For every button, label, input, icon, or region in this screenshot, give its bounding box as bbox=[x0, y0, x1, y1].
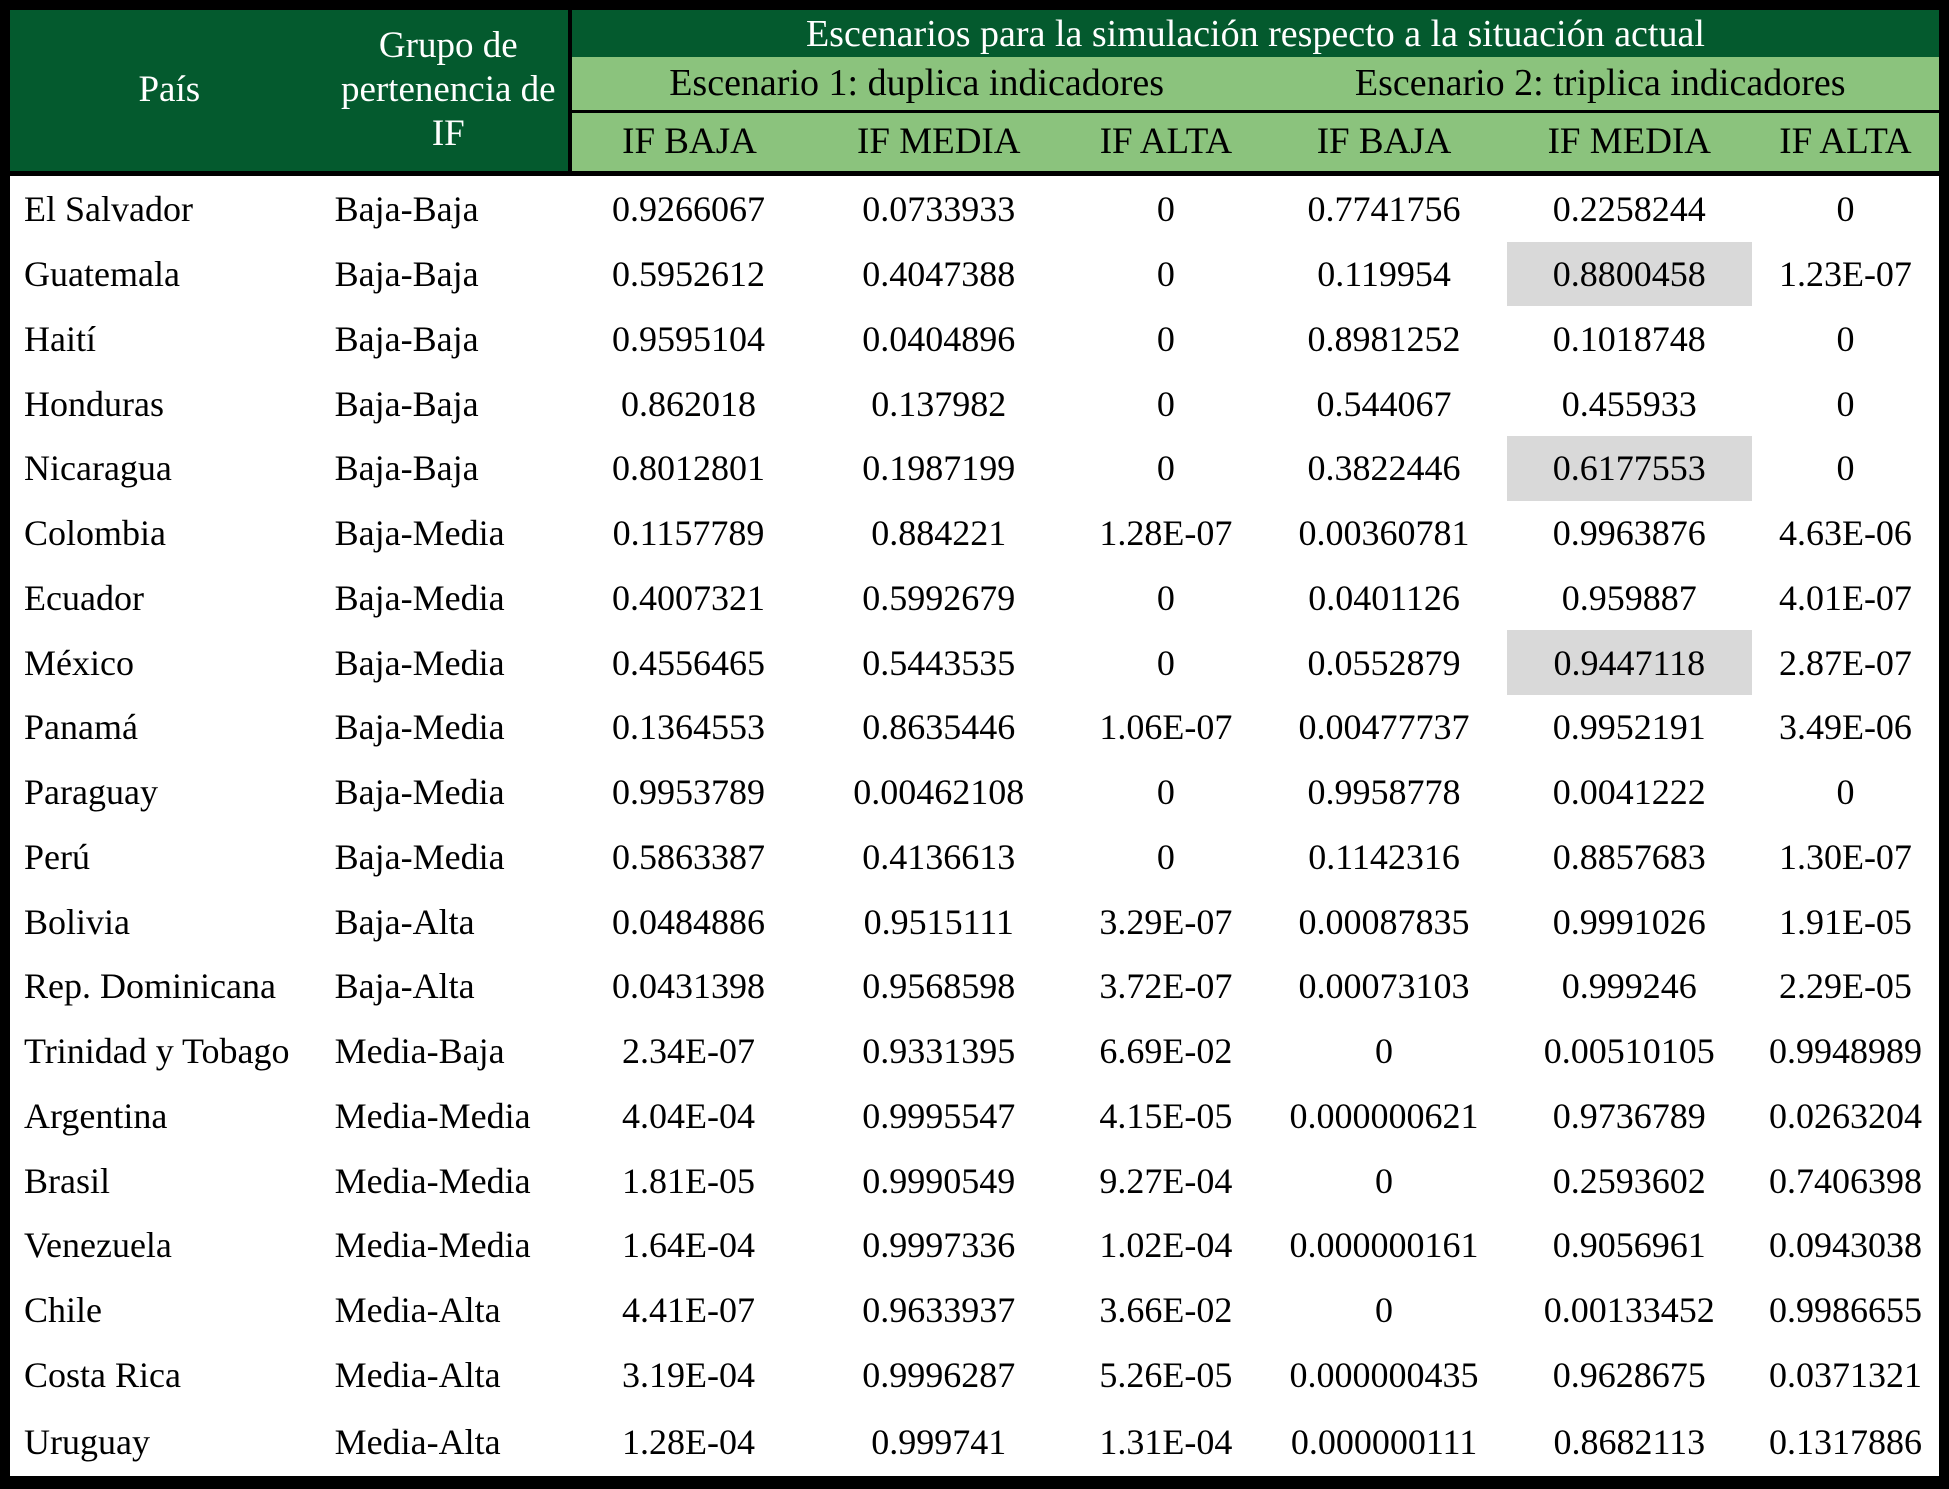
value-cell: 0.7406398 bbox=[1768, 1160, 1922, 1201]
value-cell: 4.15E-05 bbox=[1099, 1095, 1233, 1136]
value-cell: 0.000000435 bbox=[1289, 1355, 1479, 1396]
value-cell: 0.000000161 bbox=[1289, 1225, 1479, 1266]
value-cell: 3.29E-07 bbox=[1099, 901, 1233, 942]
value-cell: 3.49E-06 bbox=[1778, 707, 1912, 748]
value-cell: 0.4007321 bbox=[611, 577, 765, 618]
table-row bbox=[5, 565, 1944, 630]
value-cell: 0.9958778 bbox=[1307, 772, 1461, 813]
value-cell: 0.00087835 bbox=[1298, 901, 1470, 942]
value-cell: 1.23E-07 bbox=[1778, 254, 1912, 294]
value-cell: 0 bbox=[1156, 188, 1175, 229]
value-cell: 0.9736789 bbox=[1552, 1095, 1706, 1136]
value-cell: 4.63E-06 bbox=[1778, 513, 1912, 554]
value-cell: 0.00073103 bbox=[1298, 966, 1470, 1007]
value-cell: 0 bbox=[1836, 383, 1855, 424]
value-cell: 0.9331395 bbox=[862, 1031, 1016, 1072]
group-cell: Baja-Media bbox=[334, 642, 505, 683]
country-cell: Costa Rica bbox=[24, 1355, 181, 1396]
value-cell: 1.91E-05 bbox=[1778, 901, 1912, 942]
value-cell: 0.0552879 bbox=[1307, 642, 1461, 683]
subheader-esc1-if-baja: IF BAJA bbox=[570, 111, 807, 173]
value-cell: 0 bbox=[1375, 1160, 1394, 1201]
table-row bbox=[5, 760, 1944, 825]
value-cell: 0.1018748 bbox=[1552, 318, 1706, 359]
value-cell: 0.8635446 bbox=[862, 707, 1016, 748]
value-cell: 0.0404896 bbox=[862, 318, 1016, 359]
value-cell: 0.544067 bbox=[1316, 383, 1452, 424]
value-cell: 0.8857683 bbox=[1552, 836, 1706, 877]
group-cell: Baja-Alta bbox=[334, 966, 475, 1007]
value-cell: 0.00477737 bbox=[1298, 707, 1470, 748]
table-row bbox=[5, 954, 1944, 1019]
value-cell: 0.0431398 bbox=[611, 966, 765, 1007]
header-row-title bbox=[5, 5, 1944, 57]
value-cell: 4.01E-07 bbox=[1778, 577, 1912, 618]
value-cell: 0.1987199 bbox=[862, 448, 1016, 489]
value-cell: 2.87E-07 bbox=[1778, 642, 1912, 683]
value-cell: 0.9952191 bbox=[1552, 707, 1706, 748]
subheader-esc2-if-baja: IF BAJA bbox=[1261, 111, 1506, 173]
value-cell: 0.0401126 bbox=[1308, 577, 1460, 618]
table-row bbox=[5, 1148, 1944, 1213]
value-cell: 0.7741756 bbox=[1307, 188, 1461, 229]
value-cell-highlighted: 0.6177553 bbox=[1507, 436, 1752, 501]
table-header bbox=[5, 5, 1944, 173]
value-cell: 0.3822446 bbox=[1307, 448, 1461, 489]
table-row bbox=[5, 889, 1944, 954]
value-cell: 5.26E-05 bbox=[1099, 1355, 1233, 1396]
value-cell: 0.999741 bbox=[871, 1421, 1007, 1462]
value-cell: 0 bbox=[1836, 772, 1855, 813]
value-cell: 0.2258244 bbox=[1552, 188, 1706, 229]
value-cell: 1.64E-04 bbox=[622, 1225, 755, 1266]
value-cell: 0.9953789 bbox=[611, 772, 765, 813]
value-cell: 0 bbox=[1156, 642, 1175, 683]
value-cell: 0.9266067 bbox=[611, 188, 765, 229]
value-cell: 0 bbox=[1156, 577, 1175, 618]
table-row bbox=[5, 173, 1944, 242]
country-cell: Guatemala bbox=[24, 254, 180, 294]
value-cell: 0.2593602 bbox=[1552, 1160, 1706, 1201]
value-cell-highlighted: 0.8800458 bbox=[1507, 242, 1752, 307]
country-cell: Paraguay bbox=[24, 772, 158, 813]
header-pais: País bbox=[5, 5, 329, 173]
group-cell: Media-Media bbox=[334, 1225, 531, 1266]
table-row bbox=[5, 630, 1944, 695]
subheader-esc2-if-media: IF MEDIA bbox=[1507, 111, 1752, 173]
value-cell: 0.5443535 bbox=[862, 642, 1016, 683]
value-cell: 1.81E-05 bbox=[622, 1160, 755, 1201]
group-cell: Baja-Media bbox=[334, 707, 505, 748]
table-row bbox=[5, 1084, 1944, 1149]
value-cell: 0.5952612 bbox=[611, 254, 765, 294]
table-row bbox=[5, 1019, 1944, 1084]
country-cell: Brasil bbox=[24, 1160, 110, 1201]
value-cell: 0.0263204 bbox=[1768, 1095, 1922, 1136]
table-row bbox=[5, 306, 1944, 371]
value-cell: 0.8682113 bbox=[1553, 1421, 1706, 1462]
country-cell: Venezuela bbox=[24, 1225, 172, 1266]
value-cell: 2.29E-05 bbox=[1778, 966, 1912, 1007]
country-cell: México bbox=[24, 642, 134, 683]
value-cell: 0.9990549 bbox=[862, 1160, 1016, 1201]
value-cell: 1.30E-07 bbox=[1778, 836, 1912, 877]
value-cell-highlighted: 0.9447118 bbox=[1507, 630, 1752, 695]
table-row bbox=[5, 1278, 1944, 1343]
table-row bbox=[5, 501, 1944, 566]
value-cell: 3.19E-04 bbox=[622, 1355, 755, 1396]
value-cell: 6.69E-02 bbox=[1099, 1031, 1233, 1072]
country-cell: Colombia bbox=[24, 513, 166, 554]
table-row bbox=[5, 1213, 1944, 1278]
group-cell: Media-Media bbox=[334, 1095, 531, 1136]
value-cell: 0.0733933 bbox=[862, 188, 1016, 229]
value-cell: 0.9628675 bbox=[1552, 1355, 1706, 1396]
header-scenarios-title: Escenarios para la simulación respecto a la situación actual bbox=[570, 5, 1944, 57]
country-cell: Bolivia bbox=[24, 901, 130, 942]
country-cell: El Salvador bbox=[24, 188, 193, 229]
value-cell: 0.137982 bbox=[871, 383, 1007, 424]
header-escenario-1: Escenario 1: duplica indicadores bbox=[570, 57, 1262, 111]
group-cell: Baja-Alta bbox=[334, 901, 475, 942]
value-cell: 0.959887 bbox=[1561, 577, 1697, 618]
value-cell: 0.0943038 bbox=[1768, 1225, 1922, 1266]
value-cell: 3.72E-07 bbox=[1099, 966, 1233, 1007]
country-cell: Honduras bbox=[24, 383, 164, 424]
group-cell: Baja-Media bbox=[334, 772, 505, 813]
value-cell: 0.9568598 bbox=[862, 966, 1016, 1007]
value-cell: 0 bbox=[1836, 318, 1855, 359]
value-cell: 0.9963876 bbox=[1552, 513, 1706, 554]
value-cell: 0.999246 bbox=[1561, 966, 1697, 1007]
group-cell: Media-Alta bbox=[334, 1355, 501, 1396]
table-row bbox=[5, 1343, 1944, 1408]
country-cell: Haití bbox=[24, 318, 96, 359]
value-cell: 0.9948989 bbox=[1768, 1031, 1922, 1072]
value-cell: 4.04E-04 bbox=[622, 1095, 755, 1136]
subheader-esc1-if-alta: IF ALTA bbox=[1070, 111, 1261, 173]
header-escenario-2: Escenario 2: triplica indicadores bbox=[1261, 57, 1944, 111]
subheader-esc2-if-alta: IF ALTA bbox=[1752, 111, 1944, 173]
value-cell: 0.9995547 bbox=[862, 1095, 1016, 1136]
group-cell: Baja-Baja bbox=[334, 254, 479, 294]
group-cell: Media-Alta bbox=[334, 1290, 501, 1331]
value-cell: 3.66E-02 bbox=[1099, 1290, 1233, 1331]
table-row bbox=[5, 436, 1944, 501]
country-cell: Argentina bbox=[24, 1095, 168, 1136]
value-cell: 0.1364553 bbox=[611, 707, 765, 748]
country-cell: Nicaragua bbox=[24, 448, 172, 489]
header-grupo: Grupo de pertenencia de IF bbox=[329, 5, 570, 173]
value-cell: 2.34E-07 bbox=[622, 1031, 755, 1072]
value-cell: 0.9997336 bbox=[862, 1225, 1016, 1266]
table-row bbox=[5, 242, 1944, 307]
table-body bbox=[5, 173, 1944, 1483]
value-cell: 0 bbox=[1836, 188, 1855, 229]
value-cell: 0.5992679 bbox=[862, 577, 1016, 618]
group-cell: Media-Baja bbox=[334, 1031, 505, 1072]
country-cell: Trinidad y Tobago bbox=[24, 1031, 290, 1072]
value-cell: 0.4556465 bbox=[611, 642, 765, 683]
group-cell: Baja-Media bbox=[334, 513, 505, 554]
value-cell: 0.862018 bbox=[620, 383, 756, 424]
country-cell: Uruguay bbox=[24, 1421, 150, 1462]
value-cell: 0.9991026 bbox=[1552, 901, 1706, 942]
value-cell: 0.4047388 bbox=[862, 254, 1016, 294]
value-cell: 1.28E-07 bbox=[1099, 513, 1233, 554]
group-cell: Baja-Baja bbox=[334, 188, 479, 229]
country-cell: Panamá bbox=[24, 707, 138, 748]
group-cell: Baja-Baja bbox=[334, 318, 479, 359]
value-cell: 0.0371321 bbox=[1768, 1355, 1922, 1396]
value-cell: 0.1157789 bbox=[612, 513, 765, 554]
group-cell: Media-Alta bbox=[334, 1421, 501, 1462]
value-cell: 0.9056961 bbox=[1552, 1225, 1706, 1266]
value-cell: 1.31E-04 bbox=[1099, 1421, 1233, 1462]
value-cell: 0.00462108 bbox=[853, 772, 1025, 813]
value-cell: 0 bbox=[1156, 318, 1175, 359]
subheader-esc1-if-media: IF MEDIA bbox=[807, 111, 1070, 173]
value-cell: 0.000000111 bbox=[1290, 1421, 1478, 1462]
value-cell: 0.884221 bbox=[871, 513, 1007, 554]
table-row bbox=[5, 1407, 1944, 1482]
country-cell: Perú bbox=[24, 836, 90, 877]
value-cell: 0.455933 bbox=[1561, 383, 1697, 424]
value-cell: 0.00360781 bbox=[1298, 513, 1470, 554]
group-cell: Baja-Media bbox=[334, 577, 505, 618]
value-cell: 0 bbox=[1836, 448, 1855, 489]
group-cell: Baja-Baja bbox=[334, 383, 479, 424]
value-cell: 0 bbox=[1375, 1031, 1394, 1072]
group-cell: Baja-Media bbox=[334, 836, 505, 877]
table-row bbox=[5, 825, 1944, 890]
value-cell: 0.00133452 bbox=[1543, 1290, 1715, 1331]
value-cell: 0.0041222 bbox=[1552, 772, 1706, 813]
value-cell: 0.0484886 bbox=[611, 901, 765, 942]
value-cell: 0.000000621 bbox=[1289, 1095, 1479, 1136]
value-cell: 0.4136613 bbox=[862, 836, 1016, 877]
country-cell: Rep. Dominicana bbox=[24, 966, 276, 1007]
value-cell: 0.9515111 bbox=[863, 901, 1014, 942]
value-cell: 0.00510105 bbox=[1543, 1031, 1715, 1072]
value-cell: 1.02E-04 bbox=[1099, 1225, 1233, 1266]
value-cell: 4.41E-07 bbox=[622, 1290, 755, 1331]
value-cell: 0 bbox=[1156, 383, 1175, 424]
group-cell: Media-Media bbox=[334, 1160, 531, 1201]
value-cell: 0.8981252 bbox=[1307, 318, 1461, 359]
value-cell: 0 bbox=[1156, 448, 1175, 489]
value-cell: 1.28E-04 bbox=[622, 1421, 755, 1462]
value-cell: 0.8012801 bbox=[611, 448, 765, 489]
value-cell: 9.27E-04 bbox=[1099, 1160, 1233, 1201]
value-cell: 0 bbox=[1156, 836, 1175, 877]
country-cell: Chile bbox=[24, 1290, 102, 1331]
table-row bbox=[5, 695, 1944, 760]
value-cell: 0.5863387 bbox=[611, 836, 765, 877]
value-cell: 0.9986655 bbox=[1768, 1290, 1922, 1331]
table-row bbox=[5, 371, 1944, 436]
group-cell: Baja-Baja bbox=[334, 448, 479, 489]
value-cell: 0.1317886 bbox=[1768, 1421, 1922, 1462]
value-cell: 0 bbox=[1375, 1290, 1394, 1331]
value-cell: 0.9996287 bbox=[862, 1355, 1016, 1396]
value-cell: 0 bbox=[1156, 772, 1175, 813]
value-cell: 0.9595104 bbox=[611, 318, 765, 359]
value-cell: 0.1142316 bbox=[1308, 836, 1460, 877]
value-cell: 0.119954 bbox=[1317, 254, 1451, 294]
value-cell: 0 bbox=[1156, 254, 1175, 294]
value-cell: 0.9633937 bbox=[862, 1290, 1016, 1331]
country-cell: Ecuador bbox=[24, 577, 144, 618]
value-cell: 1.06E-07 bbox=[1099, 707, 1233, 748]
